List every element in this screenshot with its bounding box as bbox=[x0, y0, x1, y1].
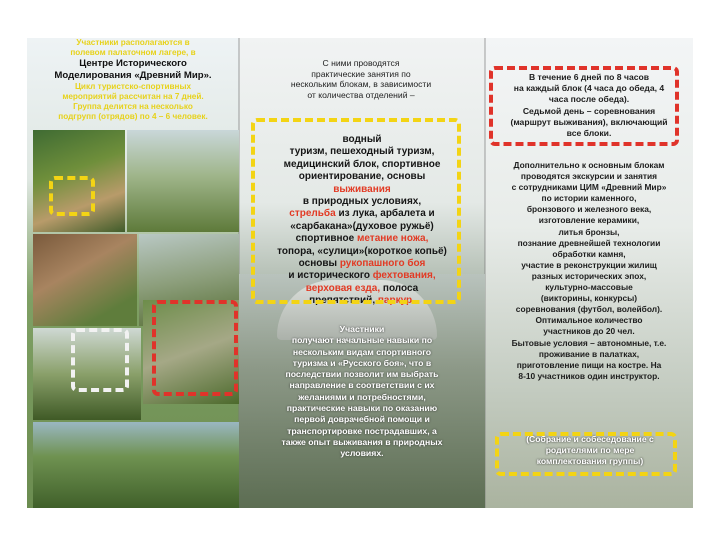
text-line: в природных условиях, bbox=[302, 196, 422, 208]
text-line: подгрупп (отрядов) по 4 – 6 человек. bbox=[58, 112, 208, 121]
text-line: часа после обеда). bbox=[548, 94, 630, 105]
photo-water-jump bbox=[33, 422, 239, 508]
text-line: обработки камня, bbox=[552, 248, 626, 259]
text-line: нескольким видам спортивного bbox=[292, 346, 432, 357]
text-line: по истории каменного, bbox=[541, 193, 637, 204]
middle-intro-text bbox=[245, 58, 477, 100]
text-line: Центре Исторического bbox=[79, 58, 187, 69]
left-intro-text bbox=[29, 38, 237, 122]
text-line: (Собрание и собеседование с bbox=[526, 434, 654, 444]
text-line: Дополнительно к основным блокам bbox=[513, 160, 665, 170]
text-line: все блоки. bbox=[566, 128, 612, 139]
text-line: основы bbox=[298, 258, 338, 270]
text-line: желаниями и потребностями, bbox=[298, 391, 426, 402]
text-line: условиях. bbox=[340, 448, 384, 459]
highlight-text: стрельба bbox=[289, 208, 336, 220]
text-line: последствии позволит им выбрать bbox=[285, 369, 439, 380]
text-line: транспортировке пострадавших, а bbox=[287, 425, 437, 436]
photo-horse-riding bbox=[127, 130, 239, 232]
yellow-dashed-frame bbox=[49, 176, 95, 216]
participants-outcome-text bbox=[245, 324, 479, 460]
text-line: 8-10 участников один инструктор. bbox=[518, 370, 660, 381]
highlight-text: выживания bbox=[333, 183, 391, 195]
text-line: Оптимальное количество bbox=[535, 315, 643, 326]
text-line: соревнования (футбол, волейбол). bbox=[515, 304, 663, 315]
text-line: В течение 6 дней по 8 часов bbox=[528, 72, 650, 82]
text-line: нескольким блокам, в зависимости bbox=[290, 79, 432, 90]
text-line: приготовление пищи на костре. На bbox=[516, 359, 662, 370]
highlight-text: фехтования, bbox=[372, 270, 436, 282]
text-line: литья бронзы, bbox=[558, 226, 620, 237]
text-line: топора, «сулици»(короткое копьё) bbox=[277, 245, 447, 257]
extra-activities-text bbox=[487, 160, 691, 382]
text-line: разных исторических эпох, bbox=[531, 270, 647, 281]
text-line: Моделирования «Древний Мир». bbox=[54, 70, 212, 81]
text-line: также опыт выживания в природных bbox=[281, 436, 443, 447]
highlight-text: паркур. bbox=[377, 295, 415, 307]
text-line: С ними проводятся bbox=[322, 58, 400, 68]
text-line: медицинский блок, спортивное bbox=[283, 158, 441, 170]
text-line: участников до 20 чел. bbox=[543, 326, 635, 337]
text-line: мероприятий рассчитан на 7 дней. bbox=[62, 92, 204, 101]
text-line: Цикл туристско-спортивных bbox=[74, 82, 192, 91]
text-line: Участники bbox=[339, 324, 385, 334]
text-line: Участники располагаются в bbox=[76, 38, 190, 47]
text-line: изготовление керамики, bbox=[538, 215, 640, 226]
text-line: водный bbox=[342, 134, 382, 145]
highlight-text: метание ножа, bbox=[356, 233, 429, 245]
photo-medical-training bbox=[33, 234, 137, 326]
text-line: родителями по мере bbox=[545, 445, 635, 456]
text-line: (маршрут выживания), включающий bbox=[510, 116, 668, 127]
text-line: ориентирование, основы bbox=[298, 171, 426, 183]
text-line: «сарбакана»(духовое ружьё) bbox=[290, 220, 434, 232]
text-line: полоса bbox=[382, 282, 419, 294]
text-line: туризма и «Русского боя», что в bbox=[292, 357, 432, 368]
brochure-scan bbox=[27, 38, 693, 508]
text-line: препятствий, bbox=[309, 295, 376, 307]
highlight-text: верховая езда, bbox=[305, 282, 381, 294]
text-line: (викторины, конкурсы) bbox=[540, 293, 638, 304]
text-line: проводятся экскурсии и занятия bbox=[520, 171, 658, 182]
text-line: комплектования группы) bbox=[536, 456, 644, 467]
text-line: из лука, арбалета и bbox=[338, 208, 435, 220]
text-line: получают начальные навыки по bbox=[291, 335, 433, 346]
text-line: от количества отделений – bbox=[307, 89, 415, 100]
text-line: практические навыки по оказанию bbox=[286, 403, 438, 414]
text-line: проживание в палатках, bbox=[538, 348, 640, 359]
text-line: культурно-массовые bbox=[545, 282, 633, 293]
text-line: полевом палаточном лагере, в bbox=[70, 48, 196, 57]
text-line: на каждый блок (4 часа до обеда, 4 bbox=[513, 83, 665, 94]
text-line: с сотрудниками ЦИМ «Древний Мир» bbox=[511, 182, 667, 193]
white-dashed-frame bbox=[71, 328, 129, 392]
text-line: Группа делится на несколько bbox=[73, 102, 193, 111]
red-dashed-frame bbox=[152, 300, 238, 396]
text-line: Бытовые условия – автономные, т.е. bbox=[511, 337, 667, 348]
text-line: участие в реконструкции жилищ bbox=[521, 259, 657, 270]
text-line: практические занятия по bbox=[311, 68, 411, 79]
yellow-dashed-frame bbox=[495, 432, 677, 476]
text-line: бронзового и железного века, bbox=[526, 204, 652, 215]
text-line: Седьмой день – соревнования bbox=[522, 105, 656, 116]
text-line: спортивное bbox=[295, 233, 355, 245]
text-line: познание древнейшей технологии bbox=[517, 237, 661, 248]
text-line: туризм, пешеходный туризм, bbox=[289, 146, 435, 158]
red-dashed-frame bbox=[489, 66, 679, 146]
text-line: направление в соответствии с их bbox=[289, 380, 435, 391]
highlight-text: рукопашного боя bbox=[339, 258, 426, 270]
yellow-dashed-frame bbox=[251, 118, 461, 307]
text-line: и исторического bbox=[288, 270, 371, 282]
text-line: первой доврачебной помощи и bbox=[294, 414, 430, 425]
